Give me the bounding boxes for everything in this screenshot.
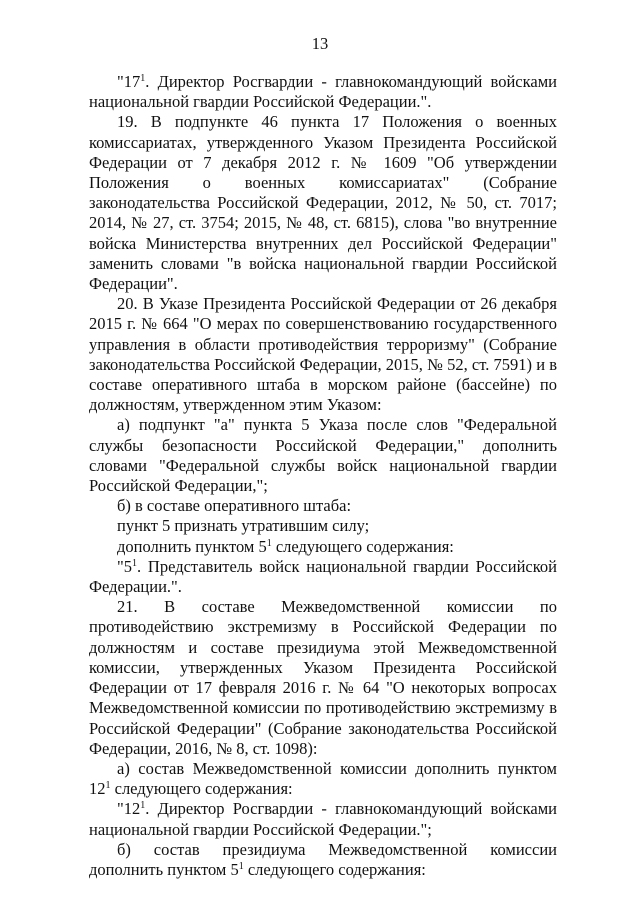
- paragraph-21-b: б) состав президиума Межведомственной комиссии дополнить пунктом $5^1$ следующего содержания:: [89, 839, 557, 879]
- paragraph-20-b-item-2: дополнить пунктом $5^1$ следующего содержания:: [117, 536, 454, 556]
- paragraph-21: 21. В составе Межведомственной комиссии по противодействию экстремизму в Российской Федерации по должностям и составе президиума этой Межведомственной комиссии, утвержденных Указом Президента Российской Федерации от 17 февраля 2016 г. № 64 "О некоторых вопросах Межведомственной комиссии по противодействию экстремизму в Российской Федерации" (Собрание законодательства Российской Федерации, 2016, № 8, ст. 1098):: [89, 597, 557, 758]
- document-body: [89, 72, 557, 880]
- paragraph-20-b-item-1: пункт 5 признать утратившим силу;: [117, 516, 370, 536]
- paragraph-19: 19. В подпункте 46 пункта 17 Положения о военных комиссариатах, утвержденного Указом Президента Российской Федерации от 7 декабря 2012 г. № 1609 "Об утверждении Положения о военных комиссариатах" (Собрание законодательства Российской Федерации, 2012, № 50, ст. 7017; 2014, № 27, ст. 3754; 2015, № 48, ст. 6815), слова "во внутренние войска Министерства внутренних дел Российской Федерации" заменить словами "в войска национальной гвардии Российской Федерации".: [89, 112, 557, 294]
- page-number: 13: [311, 34, 329, 53]
- paragraph-20-a: а) подпункт "а" пункта 5 Указа после слов "Федеральной службы безопасности Российской Федерации," дополнить словами "Федеральной службы войск национальной гвардии Российской Федерации,";: [89, 415, 557, 496]
- paragraph-20-b: б) в составе оперативного штаба:: [117, 496, 352, 516]
- paragraph-17-1: "$17^1$. Директор Росгвардии - главнокомандующий войсками национальной гвардии Российской Федерации.".: [89, 72, 557, 112]
- paragraph-12-1: "$12^1$. Директор Росгвардии - главнокомандующий войсками национальной гвардии Российской Федерации.";: [89, 799, 557, 839]
- paragraph-21-a: а) состав Межведомственной комиссии дополнить пунктом $12^1$ следующего содержания:: [89, 758, 557, 799]
- paragraph-5-1: "$5^1$. Представитель войск национальной гвардии Российской Федерации.".: [89, 556, 557, 597]
- paragraph-20: 20. В Указе Президента Российской Федерации от 26 декабря 2015 г. № 664 "О мерах по совершенствованию государственного управления в области противодействия терроризму" (Собрание законодательства Российской Федерации, 2015, № 52, ст. 7591) и в составе оперативного штаба в морском районе (бассейне) по должностям, утвержденном этим Указом:: [89, 294, 557, 415]
